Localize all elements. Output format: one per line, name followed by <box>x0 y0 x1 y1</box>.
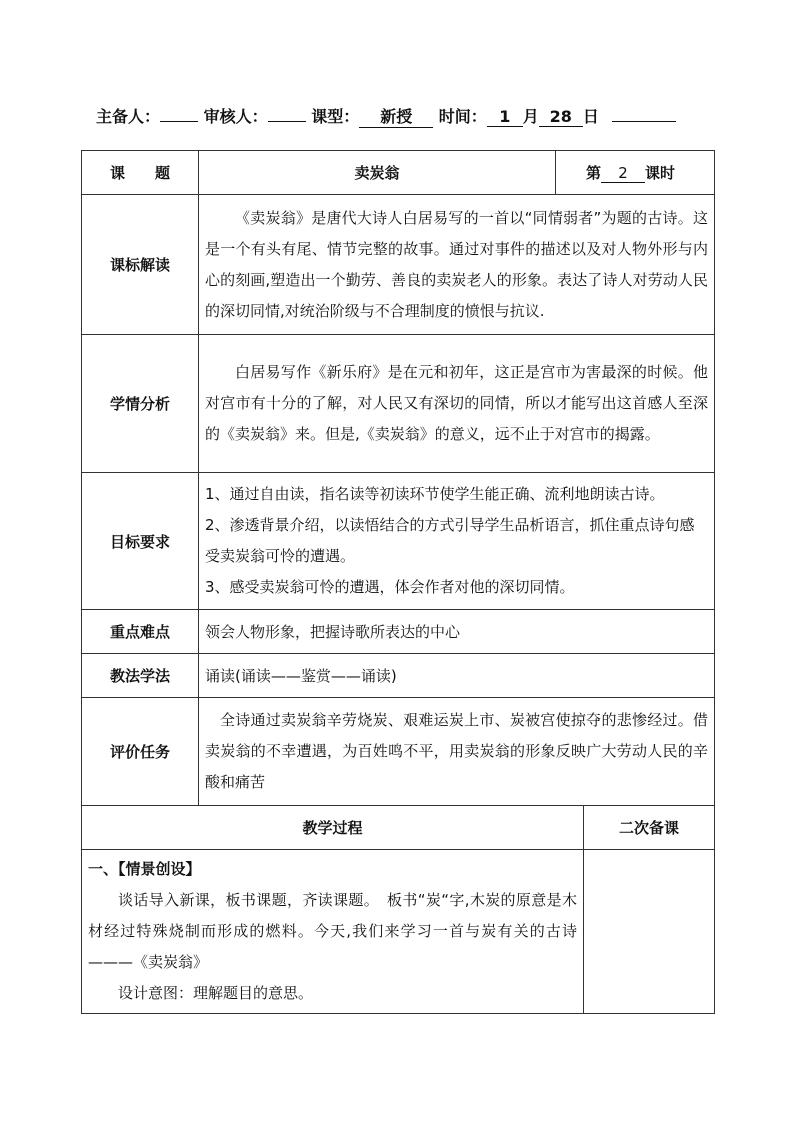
keypoints-label: 重点难点 <box>82 610 199 654</box>
method-row <box>82 654 715 698</box>
reviewer-label: 审核人： <box>203 107 268 126</box>
curriculum-text: 《卖炭翁》是唐代大诗人白居易写的一首以“同情弱者”为题的古诗。这是一个有头有尾、情节完整的故事。通过对事件的描述以及对人物外形与内心的刻画,塑造出一个勤劳、善良的卖炭老人的形象。表达了诗人对劳动人民的深切同情,对统治阶级与不合理制度的愤恨与抗议. <box>205 208 708 320</box>
goals-cell <box>199 473 715 610</box>
topic-value: 卖炭翁 <box>199 151 556 195</box>
process-paragraph: 谈话导入新课，板书课题，齐读课题。 板书“炭“字,木炭的原意是木材经过特殊烧制而形成的燃料。今天,我们来学习一首与炭有关的古诗———《卖炭翁》 <box>88 891 577 971</box>
topic-row <box>82 151 715 195</box>
preparer-field[interactable] <box>160 121 198 122</box>
month-label: 月 <box>522 107 539 126</box>
period-cell <box>556 151 715 195</box>
goals-list <box>199 473 714 609</box>
lesson-plan-table <box>81 150 715 1014</box>
type-label: 课型： <box>311 107 360 126</box>
time-label: 时间： <box>438 107 487 126</box>
keypoints-text: 领会人物形象，把握诗歌所表达的中心 <box>199 610 715 654</box>
curriculum-row <box>82 195 715 335</box>
eval-label: 评价任务 <box>82 698 199 806</box>
process-content-row <box>82 850 715 1014</box>
eval-text: 全诗通过卖炭翁辛劳烧炭、艰难运炭上市、炭被宫使掠夺的悲惨经过。借卖炭翁的不幸遭遇，为百姓鸣不平，用卖炭翁的形象反映广大劳动人民的辛酸和痛苦 <box>205 711 708 791</box>
analysis-label: 学情分析 <box>82 335 199 473</box>
period-suffix: 课时 <box>645 164 676 182</box>
period-prefix: 第 <box>586 164 602 182</box>
method-text: 诵读(诵读——鉴赏——诵读) <box>199 654 715 698</box>
type-field[interactable]: 新授 <box>359 104 433 128</box>
trailing-field[interactable] <box>612 121 676 122</box>
period-value[interactable]: 2 <box>601 164 645 183</box>
analysis-text: 白居易写作《新乐府》是在元和初年，这正是宫市为害最深的时候。他对宫市有十分的了解，对人民又有深切的同情，所以才能写出这首感人至深的《卖炭翁》来。但是,《卖炭翁》的意义，远不止于对宫市的揭露。 <box>205 363 708 443</box>
goal-item: 3、感受卖炭翁可怜的遭遇，体会作者对他的深切同情。 <box>205 578 575 596</box>
section-title: 一、【情景创设】 <box>88 860 201 878</box>
method-label: 教法学法 <box>82 654 199 698</box>
eval-row <box>82 698 715 806</box>
day-label: 日 <box>582 107 599 126</box>
month-field[interactable]: 1 <box>487 107 523 127</box>
keypoints-row <box>82 610 715 654</box>
analysis-cell <box>199 335 715 473</box>
eval-cell <box>199 698 715 806</box>
curriculum-label: 课标解读 <box>82 195 199 335</box>
process-content <box>82 850 584 1014</box>
goals-label: 目标要求 <box>82 473 199 610</box>
preparer-label: 主备人： <box>96 107 161 126</box>
analysis-row <box>82 335 715 473</box>
process-header-row <box>82 806 715 850</box>
goal-item: 2、渗透背景介绍，以读悟结合的方式引导学生品析语言，抓住重点诗句感受卖炭翁可怜的遭遇。 <box>205 516 695 565</box>
day-field[interactable]: 28 <box>539 107 583 127</box>
design-intent: 设计意图：理解题目的意思。 <box>118 984 314 1002</box>
header-line <box>96 104 676 128</box>
second-prep-cell[interactable] <box>584 850 715 1014</box>
curriculum-cell <box>199 195 715 335</box>
goals-row <box>82 473 715 610</box>
goal-item: 1、通过自由读，指名读等初读环节使学生能正确、流利地朗读古诗。 <box>205 485 665 503</box>
second-prep-header: 二次备课 <box>584 806 715 850</box>
topic-label: 课 题 <box>82 151 199 195</box>
process-header: 教学过程 <box>82 806 584 850</box>
reviewer-field[interactable] <box>268 121 306 122</box>
